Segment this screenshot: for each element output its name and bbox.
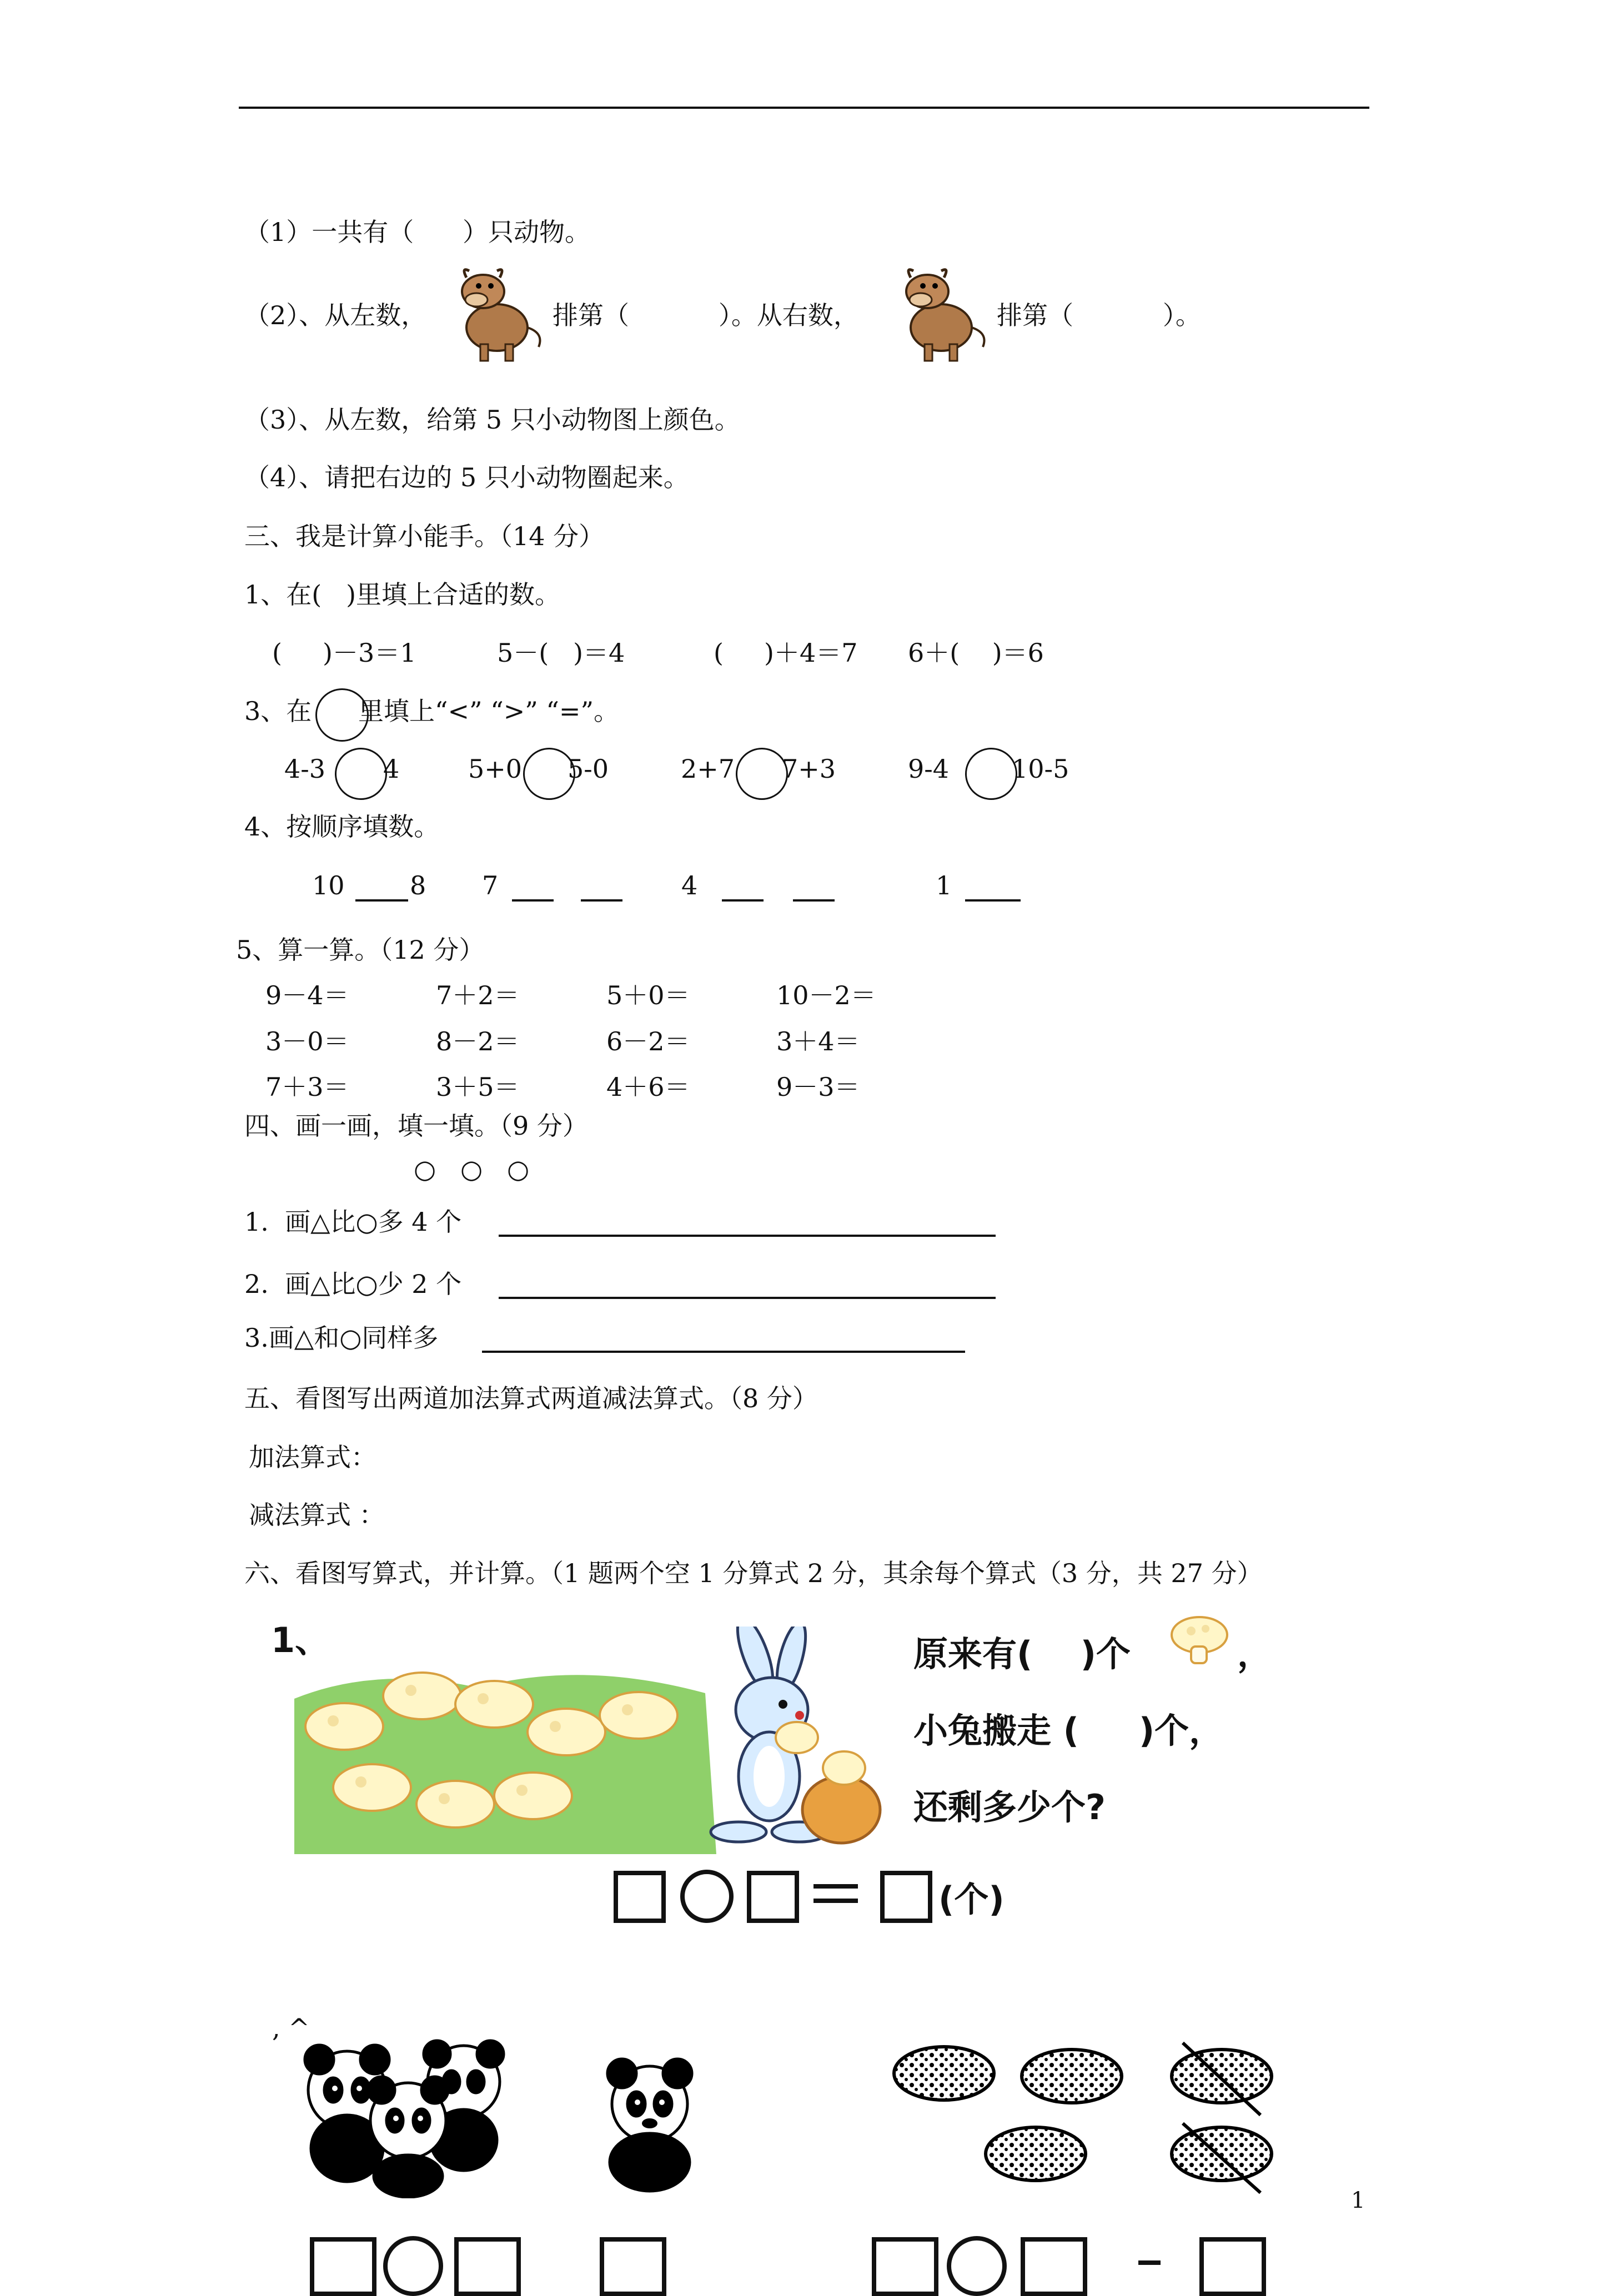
- s6-text-1: 原来有( )个: [913, 1634, 1131, 1674]
- minus-sign: [1138, 2260, 1161, 2265]
- s6-title: 六、看图写算式，并计算。（1 题两个空 1 分算式 2 分，其余每个算式（3 分，共 27 分）: [244, 1558, 1263, 1588]
- calc-item: 6－2＝: [606, 1026, 690, 1056]
- s3-part1-item: 6＋( )＝6: [908, 638, 1044, 668]
- s5-title: 五、看图写出两道加法算式两道减法算式。（8 分）: [244, 1383, 818, 1413]
- calc-item: 3＋4＝: [776, 1026, 860, 1056]
- dotted-ovals-illustration: [888, 2032, 1294, 2204]
- page-number: 1: [1351, 2188, 1365, 2213]
- compare-right: 5-0: [568, 754, 609, 784]
- s3-part3-b: 里填上“<” “>” “=”。: [358, 696, 619, 726]
- q2-line-2b: 排第（ ）。从右数，: [553, 300, 859, 330]
- calc-item: 5＋0＝: [606, 980, 690, 1010]
- compare-right: 4: [383, 754, 400, 784]
- operator-circle[interactable]: [947, 2236, 1007, 2296]
- s5-add-label: 加法算式：: [249, 1442, 376, 1472]
- compare-right: 10-5: [1012, 754, 1069, 784]
- s3-part1-item: ( )＋4＝7: [714, 638, 858, 668]
- answer-box[interactable]: [310, 2237, 376, 2296]
- compare-right: 7+3: [782, 754, 836, 784]
- s6-item-number: 1、: [271, 1620, 330, 1660]
- sequence-number: 4: [681, 870, 698, 900]
- s3-part3-a: 3、在: [244, 696, 312, 726]
- mushroom-icon: [1169, 1610, 1230, 1665]
- sequence-blank[interactable]: [512, 899, 554, 902]
- compare-circle[interactable]: [736, 748, 788, 800]
- s3-part1-item: ( )－3＝1: [272, 638, 416, 668]
- sequence-blank[interactable]: [581, 899, 622, 902]
- s6-item-2-mark: , ^: [272, 2013, 310, 2043]
- equals-sign: [813, 1884, 858, 1889]
- calc-item: 7＋2＝: [436, 980, 520, 1010]
- s3-part1: 1、在( )里填上合适的数。: [244, 580, 561, 610]
- q2-line-3: （3）、从左数，给第 5 只小动物图上颜色。: [244, 405, 740, 435]
- sequence-number: 7: [482, 870, 499, 900]
- s4-item-3: 3.画△和○同样多: [244, 1323, 439, 1353]
- compare-left: 9-4: [908, 754, 950, 784]
- compare-circle[interactable]: [335, 748, 387, 800]
- q2-line-2a: （2）、从左数，: [244, 300, 427, 330]
- answer-box[interactable]: [1021, 2237, 1087, 2296]
- calc-item: 3＋5＝: [436, 1072, 520, 1102]
- s4-circles: ○ ○ ○: [414, 1154, 530, 1184]
- answer-box[interactable]: [872, 2237, 938, 2296]
- draw-line[interactable]: [482, 1351, 965, 1353]
- answer-box[interactable]: [614, 1871, 666, 1923]
- s6-text-1-end: ，: [1237, 1634, 1272, 1674]
- sequence-blank[interactable]: [793, 899, 835, 902]
- calc-item: 3－0＝: [265, 1026, 349, 1056]
- s3-part5: 5、算一算。（12 分）: [236, 935, 485, 965]
- answer-box[interactable]: [600, 2237, 666, 2296]
- mushroom-field-illustration: [294, 1627, 883, 1854]
- answer-box[interactable]: [747, 1871, 799, 1923]
- answer-box[interactable]: [880, 1871, 932, 1923]
- q2-line-2c: 排第（ ）。: [997, 300, 1201, 330]
- panda-icon: [594, 2057, 705, 2193]
- s3-part1-item: 5－( )＝4: [497, 638, 625, 668]
- compare-left: 4-3: [284, 754, 326, 784]
- draw-line[interactable]: [499, 1297, 996, 1299]
- panda-group-illustration: [297, 2037, 519, 2198]
- s4-item-2: 2. 画△比○少 2 个: [244, 1269, 462, 1299]
- sequence-blank[interactable]: [965, 899, 1021, 902]
- s5-sub-label: 减法算式 ：: [249, 1500, 385, 1530]
- compare-circle[interactable]: [965, 748, 1017, 800]
- cow-icon: [888, 261, 994, 366]
- answer-box[interactable]: [454, 2237, 521, 2296]
- calc-item: 10－2＝: [776, 980, 876, 1010]
- sequence-number: 8: [410, 870, 426, 900]
- compare-left: 5+0: [468, 754, 523, 784]
- calc-item: 8－2＝: [436, 1026, 520, 1056]
- cow-icon: [444, 261, 550, 366]
- answer-box[interactable]: [1199, 2237, 1266, 2296]
- calc-item: 9－3＝: [776, 1072, 860, 1102]
- unit-label: (个): [938, 1879, 1005, 1920]
- compare-left: 2+7: [681, 754, 735, 784]
- operator-circle[interactable]: [680, 1870, 734, 1923]
- s6-text-2: 小兔搬走 ( )个，: [913, 1710, 1224, 1751]
- q2-line-1: （1）一共有（ ）只动物。: [244, 217, 590, 247]
- operator-circle[interactable]: [383, 2236, 443, 2296]
- calc-item: 7＋3＝: [265, 1072, 349, 1102]
- s6-text-3: 还剩多少个?: [913, 1787, 1106, 1827]
- q2-line-4: （4）、请把右边的 5 只小动物圈起来。: [244, 462, 689, 492]
- draw-line[interactable]: [499, 1235, 996, 1237]
- s4-item-1: 1. 画△比○多 4 个: [244, 1207, 462, 1237]
- calc-item: 9－4＝: [265, 980, 349, 1010]
- s4-title: 四、画一画，填一填。（9 分）: [244, 1111, 588, 1141]
- sequence-number: 1: [936, 870, 952, 900]
- sequence-blank[interactable]: [722, 899, 764, 902]
- s3-title: 三、我是计算小能手。（14 分）: [244, 521, 605, 551]
- s3-part4: 4、按顺序填数。: [244, 812, 440, 842]
- header-rule: [239, 107, 1369, 109]
- sequence-number: 10: [312, 870, 345, 900]
- calc-item: 4＋6＝: [606, 1072, 690, 1102]
- sequence-blank[interactable]: [355, 899, 408, 902]
- equals-sign: [813, 1899, 858, 1903]
